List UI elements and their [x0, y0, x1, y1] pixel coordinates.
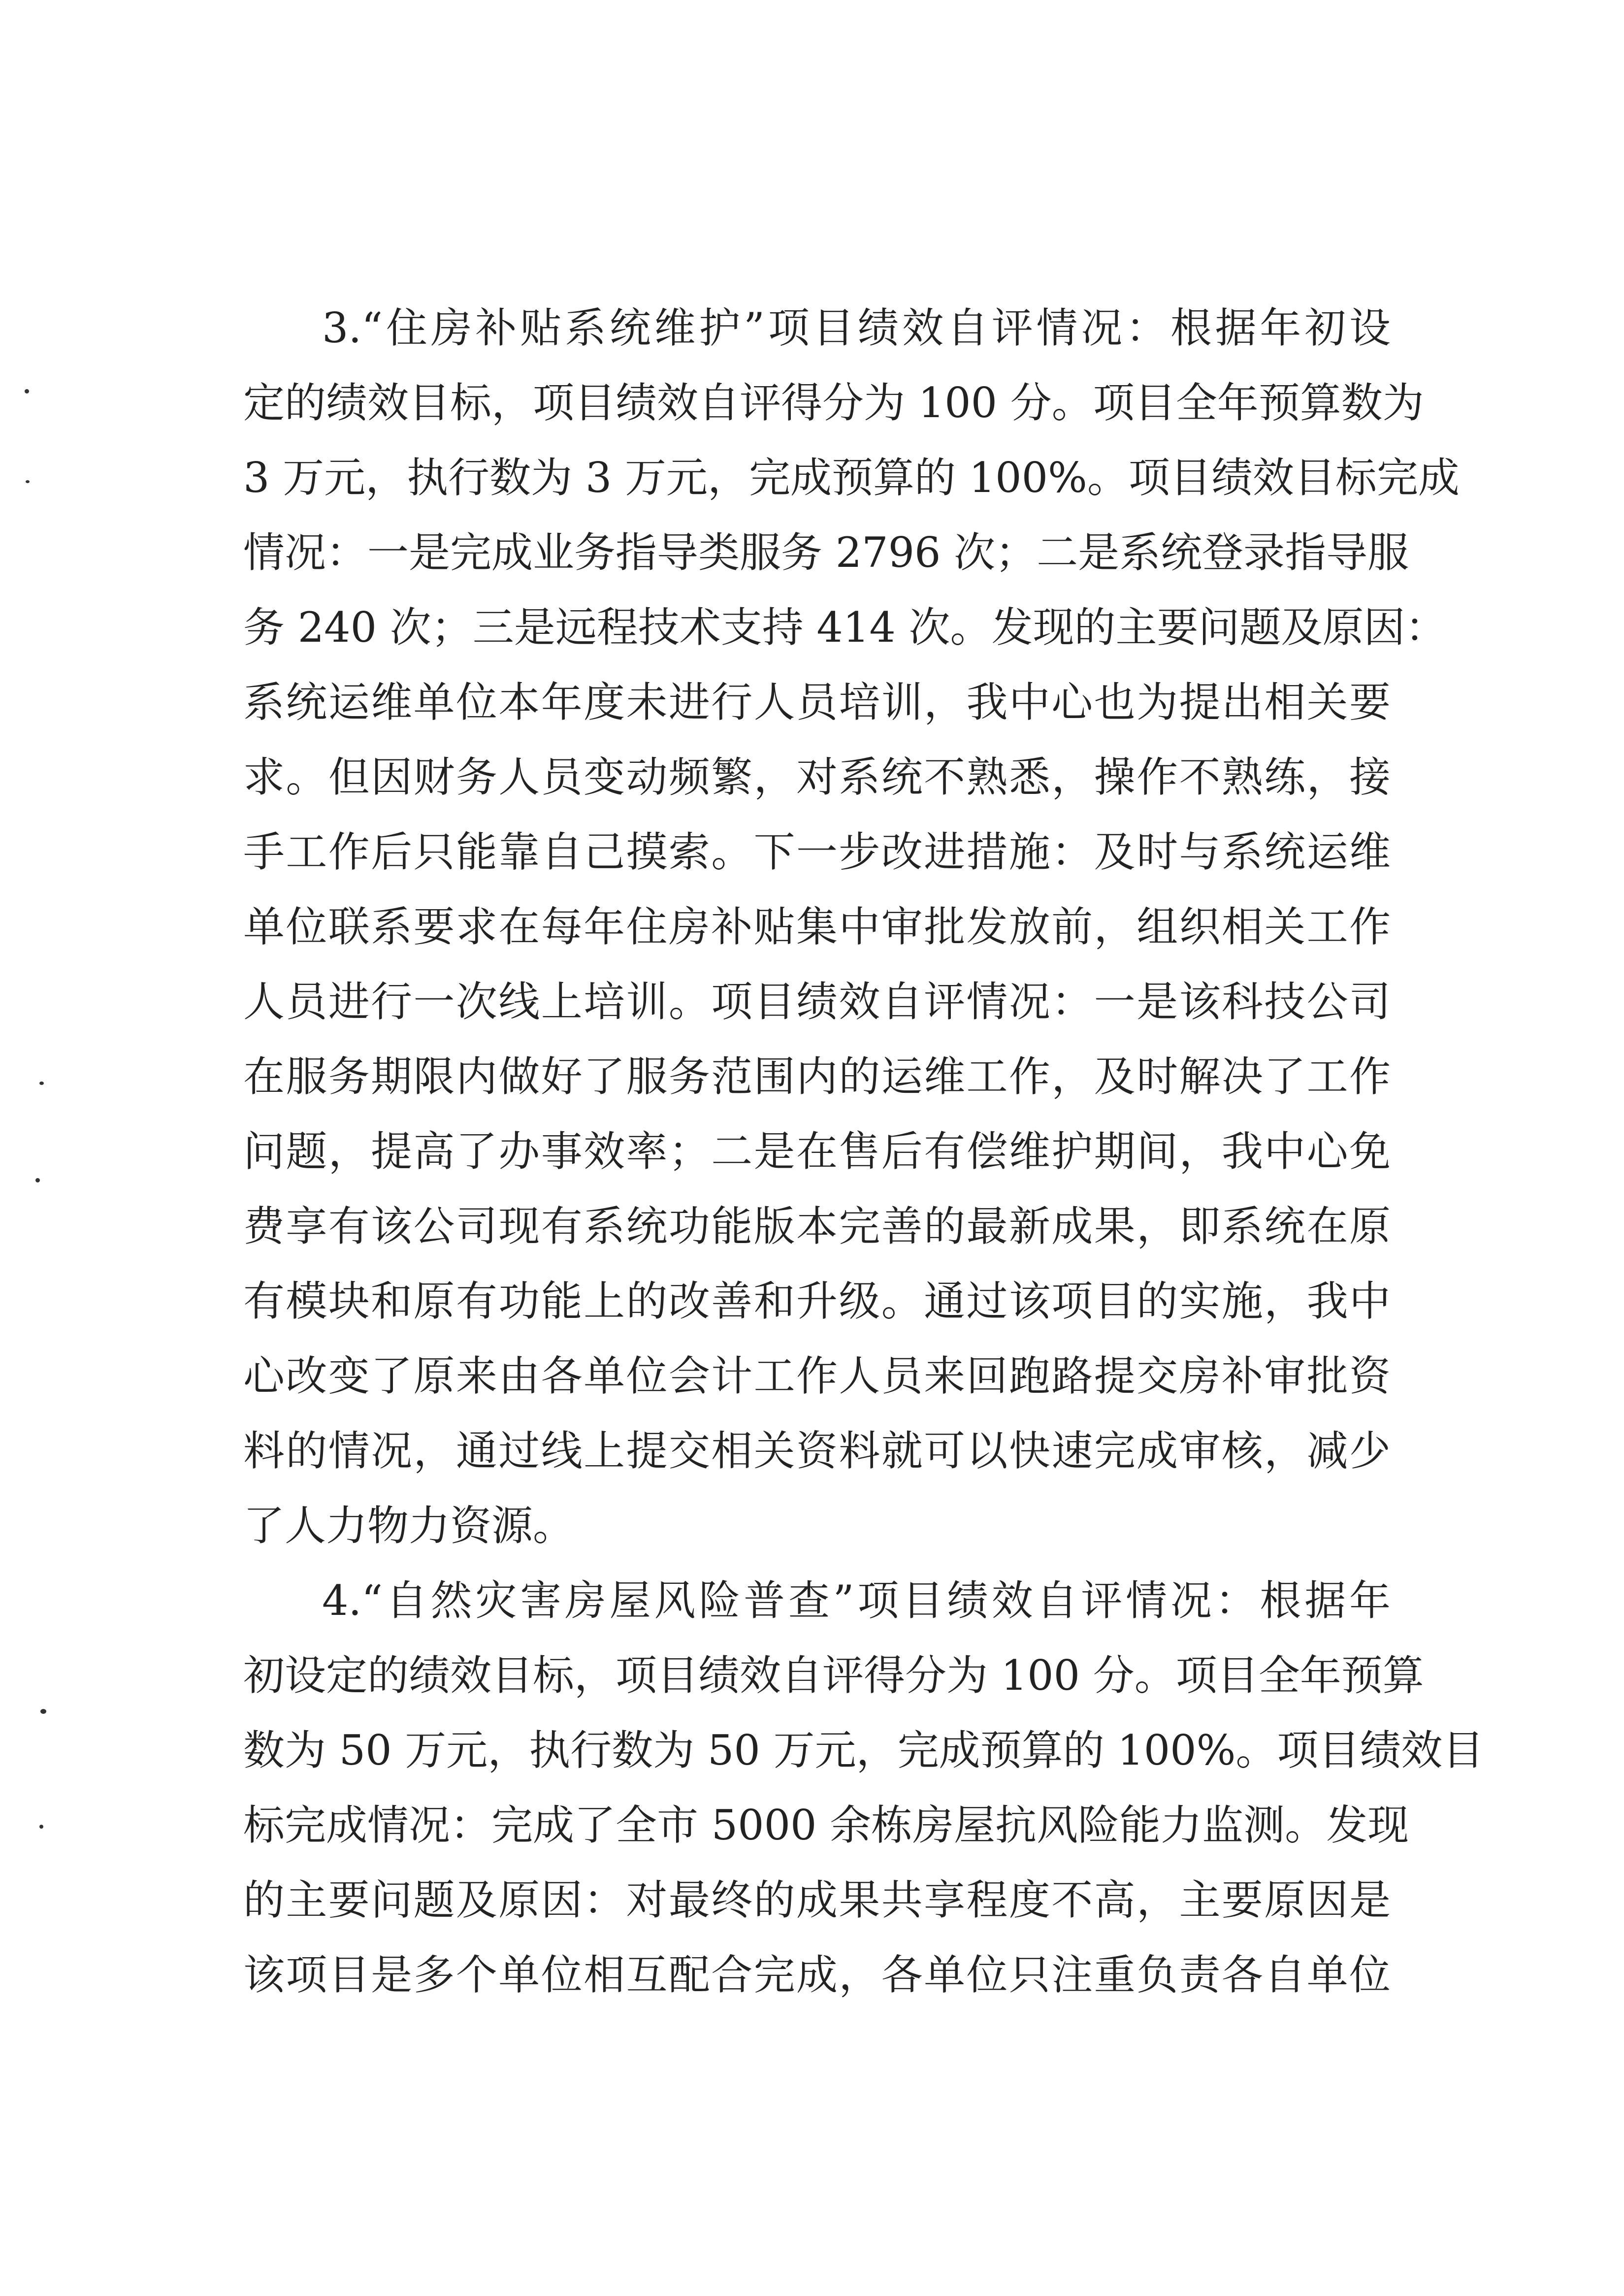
paragraph-3-line: 情况：一是完成业务指导类服务 2796 次；二是系统登录指导服: [243, 528, 1409, 577]
paragraph-3-line: 料的情况，通过线上提交相关资料就可以快速完成审核，减少: [243, 1427, 1391, 1475]
scan-speck: [39, 1082, 44, 1085]
scan-speck: [35, 1178, 40, 1182]
document-body: [243, 291, 1484, 2012]
paragraph-4-line: 4.“自然灾害房屋风险普查”项目绩效自评情况：根据年: [322, 1576, 1391, 1625]
scan-speck: [39, 1825, 43, 1829]
paragraph-3-line: 系统运维单位本年度未进行人员培训，我中心也为提出相关要: [243, 678, 1391, 726]
paragraph-4-line: 初设定的绩效目标，项目绩效自评得分为 100 分。项目全年预算: [243, 1651, 1424, 1700]
paragraph-4-line: 数为 50 万元，执行数为 50 万元，完成预算的 100%。项目绩效目: [243, 1726, 1484, 1774]
paragraph-3-line: 求。但因财务人员变动频繁，对系统不熟悉，操作不熟练，接: [243, 753, 1391, 801]
paragraph-4-line: 标完成情况：完成了全市 5000 余栋房屋抗风险能力监测。发现: [243, 1801, 1409, 1849]
scan-speck: [26, 480, 30, 483]
paragraph-3-line: 心改变了原来由各单位会计工作人员来回跑路提交房补审批资: [243, 1352, 1391, 1400]
paragraph-3-line: 3 万元，执行数为 3 万元，完成预算的 100%。项目绩效目标完成: [243, 454, 1460, 502]
paragraph-4-line: 该项目是多个单位相互配合完成，各单位只注重负责各自单位: [243, 1951, 1391, 1999]
paragraph-3-line: 3.“住房补贴系统维护”项目绩效自评情况：根据年初设: [322, 304, 1391, 352]
paragraph-3-line: 人员进行一次线上培训。项目绩效自评情况：一是该科技公司: [243, 978, 1391, 1026]
scan-speck: [25, 389, 29, 394]
paragraph-3-line: 在服务期限内做好了服务范围内的运维工作，及时解决了工作: [243, 1052, 1391, 1101]
paragraph-3-line: 定的绩效目标，项目绩效自评得分为 100 分。项目全年预算数为: [243, 379, 1424, 427]
paragraph-3-line: 有模块和原有功能上的改善和升级。通过该项目的实施，我中: [243, 1277, 1391, 1325]
paragraph-3-line: 了人力物力资源。: [243, 1502, 575, 1550]
paragraph-3-line: 务 240 次；三是远程技术支持 414 次。发现的主要问题及原因：: [243, 603, 1447, 652]
paragraph-4-line: 的主要问题及原因：对最终的成果共享程度不高，主要原因是: [243, 1876, 1391, 1924]
paragraph-3-line: 手工作后只能靠自己摸索。下一步改进措施：及时与系统运维: [243, 828, 1391, 876]
paragraph-3-line: 费享有该公司现有系统功能版本完善的最新成果，即系统在原: [243, 1202, 1391, 1250]
scan-speck: [40, 1709, 46, 1714]
paragraph-3-line: 问题，提高了办事效率；二是在售后有偿维护期间，我中心免: [243, 1127, 1391, 1176]
paragraph-3-line: 单位联系要求在每年住房补贴集中审批发放前，组织相关工作: [243, 903, 1391, 951]
